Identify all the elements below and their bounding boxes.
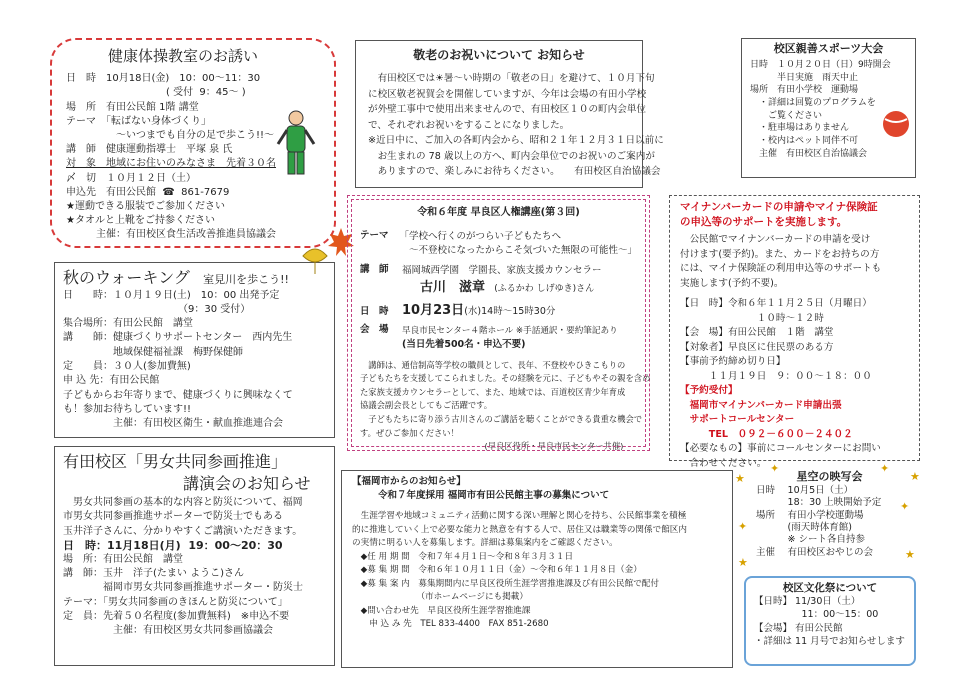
jinken-lecturer	[402, 264, 602, 296]
sports-title: 校区親善スポーツ大会	[773, 42, 884, 55]
gender-line: 玉井洋子さんに、分かりやすくご講演いただきます。	[63, 525, 303, 537]
recruit-line: ◆任 用 期 間 令和７年４月１日～令和８年３月３１日	[352, 551, 574, 562]
jinken-desc-line: (早良区役所・早良市民センター共催)	[360, 441, 624, 452]
walking-line: （9：30 受付）	[63, 303, 251, 315]
walking-line: 申 込 先：有田公民館	[63, 375, 160, 387]
health-title: 健康体操教室のお誘い	[108, 47, 259, 65]
walking-line: 日 時：１０月１９日(土) 10：00 出発予定	[63, 289, 280, 301]
health-exercise-section	[50, 38, 336, 248]
jinken-venue	[402, 324, 618, 353]
mynum-detail: １１月１９日 ９：００～１８：００	[680, 370, 872, 382]
mynum-detail: １０時～１２時	[680, 312, 824, 324]
jinken-lecturer-title: 福岡城西学園 学園長、家族支援カウンセラー	[402, 265, 602, 277]
mynum-note: 【必要なもの】事前にコールセンターにお問い	[680, 443, 881, 454]
recruit-line: ◆問い合わせ先 早良区役所生涯学習推進課	[352, 605, 531, 616]
gender-line: 市男女共同参画推進サポーターで防災士でもある	[63, 511, 283, 523]
gender-line: 講 師：玉井 洋子(たまい ようこ)さん	[63, 568, 244, 580]
jinken-theme-label: テーマ	[360, 229, 389, 241]
sports-line: ・駐車場はありません	[750, 123, 850, 134]
jinken-date-label: 日 時	[360, 306, 389, 318]
jinken-desc-line: た家族支援カウンセラーとして、また、地域では、百道校区青少年育成	[360, 386, 626, 397]
star-icon: ★	[910, 470, 920, 483]
gender-title-line1: 有田校区「男女共同参画推進」	[63, 452, 288, 471]
walking-line: 主催：有田校区衛生・献血推進連合会	[63, 418, 283, 430]
respect-for-aged-section	[355, 40, 664, 188]
jinken-desc-line: 子どもたちを支援してこられました。その経験を元に、子どもやその親を含め	[360, 373, 651, 384]
health-line: 対 象 地域にお住いのみなさま 先着３０名	[66, 158, 276, 170]
recruit-line: （市ホームページにも掲載）	[352, 592, 528, 602]
mynum-detail: 【日 時】令和６年１１月２５日（月曜日）	[680, 298, 872, 309]
mynum-reserve: サポートコールセンター	[680, 414, 795, 425]
recruit-line: ◆募 集 案 内 募集期間内に早良区役所生涯学習推進課及び有田公民館で配付	[352, 578, 659, 589]
walking-line: 子どもからお年寄りまで、健康づくりに興味なくて	[63, 389, 293, 401]
ball-icon	[881, 109, 911, 139]
keiro-line: ※近日中に、ご加入の各町内会から、昭和２１年１２月３１日以前に	[368, 135, 664, 147]
movie-title: 星空の映写会	[796, 470, 863, 483]
health-line: ★運動できる服装でご参加ください	[66, 201, 225, 213]
mynum-intro-line: 付けます(要予約)。また、カードをお持ちの方	[680, 248, 880, 260]
keiro-title: 敬老のお祝いについて お知らせ	[413, 48, 585, 62]
recruit-header: 【福岡市からのお知らせ】	[352, 476, 466, 487]
recruit-line: 生涯学習や地域コミュニティ活動に関する深い理解と関心を持ち、公民館事業を積極	[352, 511, 687, 521]
culture-line: 【日時】 11/30日（土）	[754, 596, 861, 608]
starlight-movie-section	[742, 468, 917, 568]
gender-line: 主催：有田校区男女共同参画協議会	[63, 625, 273, 637]
jinken-venue-label: 会 場	[360, 323, 389, 335]
mynum-intro-line: 公民館でマイナンバーカードの申請を受け	[680, 234, 871, 245]
jinken-desc-line: 協議会副会長としてもご活躍です。	[360, 400, 493, 411]
ginkgo-leaf-icon	[300, 246, 330, 276]
health-line: 日 時 10月18日(金) 10：00～11：30	[66, 73, 261, 85]
movie-line: (雨天時体育館)	[756, 522, 852, 534]
walking-section	[54, 262, 335, 438]
star-icon: ★	[738, 556, 748, 569]
jinken-lecturer-name: 古川 滋章	[420, 279, 486, 295]
gender-line: テーマ：「男女共同参画のきほんと防災について」	[63, 596, 288, 608]
mynum-intro-line: には、マイナ保険証の利用申込等のサポートも	[680, 263, 882, 274]
jinken-theme	[399, 230, 637, 259]
keiro-line: お生まれの 78 歳以上の方へ、町内会単位でのお祝いのご案内が	[368, 150, 655, 162]
health-line: 場 所 有田公民館 1階 講堂	[66, 101, 199, 113]
walking-subtitle: 室見川を歩こう!!	[203, 273, 289, 286]
gender-line: 日 時：11月18日(月) 19：00～20：30	[63, 538, 283, 552]
recruit-line: の実情に明るい人を募集します。詳細は募集案内をご確認ください。	[352, 538, 618, 548]
walking-line: 地域保健福祉課 梅野保健師	[63, 346, 243, 358]
keiro-line: で、それぞれお祝いをすることになりました。	[368, 119, 570, 131]
sports-line: 場所 有田小学校 運動場	[750, 85, 859, 96]
health-line: テーマ 「転ばない身体づくり」	[66, 115, 211, 127]
health-line: ★タオルと上靴をご持参ください	[66, 215, 215, 227]
exercise-person-icon	[276, 110, 316, 180]
mynum-detail: 【事前予約締め切り日】	[680, 356, 786, 367]
keiro-line: が外壁工事中で使用出来ませんので、有田校区１０の町内会単位	[368, 104, 647, 116]
keiro-line: ありますので、楽しみにお待ちください。 有田校区自治協議会	[368, 166, 661, 178]
my-number-card-section	[669, 195, 920, 469]
recruit-line: 申 込 み 先 TEL 833-4400 FAX 851-2680	[352, 619, 549, 629]
recruit-title: 令和７年度採用 福岡市有田公民館主事の募集について	[378, 489, 610, 501]
mynum-note: 合わせください。	[680, 457, 767, 469]
gender-title-line2: 講演会のお知らせ	[183, 473, 311, 493]
health-line: 申込先 有田公民館 ☎ 861-7679	[66, 186, 230, 198]
mynum-detail: 【会 場】有田公民館 １階 講堂	[680, 327, 834, 338]
keiro-line: 有田校区では☀暑～い時期の「敬老の日」を避けて、１０月下旬	[368, 73, 655, 85]
jinken-desc-line: 講師は、通信制高等学校の職員として、長年、不登校やひきこもりの	[360, 359, 626, 370]
jinken-title: 令和６年度 早良区人権講座(第３回)	[417, 207, 580, 218]
jinken-desc	[360, 359, 651, 454]
jinken-theme-line: 「学校へ行くのがつらい子どもたちへ	[399, 230, 561, 242]
star-icon: ★	[905, 548, 915, 561]
movie-line: ※ シート各自持参	[756, 534, 865, 546]
jinken-date-row	[360, 302, 637, 320]
gender-line: 定 員：先着５０名程度(参加費無料) ※申込不要	[63, 610, 290, 622]
mynum-phone: TEL ０９２－６００－２４０２	[680, 428, 853, 440]
jinken-lecturer-label: 講 師	[360, 264, 389, 276]
recruit-line: ◆募 集 期 間 令和６年１０月１１日（金）～令和６年１１月８日（金）	[352, 565, 642, 575]
jinken-venue-row	[360, 324, 637, 353]
star-icon: ✦	[738, 520, 748, 533]
gender-line: 場 所：有田公民館 講堂	[63, 554, 183, 565]
movie-line: 場所 有田小学校運動場	[756, 509, 864, 521]
culture-line: 11：00～15：00	[754, 609, 879, 621]
recruit-line: 的に推進していく上で必要な能力と熱意を有する人で、居住又は職業等の関係で館区内	[352, 524, 687, 535]
sports-meet-section	[741, 38, 916, 178]
jinken-date: 10月23日	[402, 303, 465, 319]
star-icon: ✦	[900, 500, 910, 513]
health-line: 講 師 健康運動指導士 平塚 泉 氏	[66, 144, 233, 156]
gender-line: 福岡市男女共同参画推進サポーター・防災士	[63, 582, 303, 594]
human-rights-lecture-section	[347, 195, 650, 451]
jinken-desc-line: 子どもたちに寄り添う古川さんのご講話を聴くことができる貴重な機会で	[360, 414, 643, 424]
mynum-heading: マイナンバーカードの申請やマイナ保険証	[680, 201, 878, 213]
jinken-desc-line: す。ぜひご参加ください！	[360, 427, 459, 438]
staff-recruitment-section	[341, 470, 733, 668]
health-line: 主催：有田校区食生活改善推進員協議会	[66, 229, 276, 241]
culture-line: ・詳細は 11 月号でお知らせします	[754, 636, 905, 648]
walking-title: 秋のウォーキング	[63, 268, 190, 287]
jinken-lecturer-row	[360, 264, 637, 296]
health-line: 〆 切 １０月１２日（土）	[66, 172, 196, 184]
gender-line: 男女共同参画の基本的な内容と防災について、福岡	[63, 497, 303, 509]
culture-line: 【会場】 有田公民館	[754, 622, 843, 634]
sports-line: 主催 有田校区自治協議会	[750, 148, 868, 159]
star-icon: ✦	[880, 462, 890, 475]
mynum-reserve: 【予約受付】	[680, 385, 738, 396]
sports-line: ご覧ください	[750, 110, 823, 121]
jinken-theme-line: ～不登校になったからこそ気づいた無限の可能性～」	[399, 244, 637, 256]
mynum-intro-line: 実施します(予約不要)。	[680, 277, 784, 289]
jinken-venue-line: 早良市民センター４階ホール ※手話通訳・要約筆記あり	[402, 325, 618, 336]
mynum-heading: の申込等のサポートを実施します。	[680, 215, 848, 228]
health-line: ( 受付 9：45～ )	[66, 87, 246, 99]
gender-equality-section	[54, 446, 335, 666]
mynum-detail: 【対象者】早良区に住民票のある方	[680, 341, 834, 353]
culture-festival-section	[744, 576, 916, 666]
movie-line: 日時 10月5日（土）	[756, 484, 854, 496]
movie-line: 主催 有田校区おやじの会	[756, 546, 874, 558]
mynum-reserve: 福岡市マイナンバーカード申請出張	[680, 399, 842, 411]
movie-line: 18：30 上映開始予定	[756, 497, 882, 509]
star-icon: ★	[735, 472, 745, 485]
keiro-line: に校区敬老祝賀会を開催していますが、今年は会場の有田小学校	[368, 88, 647, 100]
health-line: ～いつまでも自分の足で歩こう!!～	[66, 130, 275, 142]
sports-line: 半日実施 雨天中止	[750, 72, 859, 83]
walking-line: 集合場所：有田公民館 講堂	[63, 318, 193, 330]
sports-line: ・詳細は回覧のプログラムを	[750, 97, 876, 108]
sports-line: 日時 １０月２０日（日）9時開会	[750, 59, 891, 70]
sports-line: ・校内はペット同伴不可	[750, 136, 859, 147]
walking-line: も！参加お待ちしています!!	[63, 403, 192, 415]
jinken-date-rest: (水)14時～15時30分	[464, 306, 556, 318]
walking-line: 講 師：健康づくりサポートセンター 西内先生	[63, 332, 293, 344]
culture-title: 校区文化祭について	[782, 582, 878, 594]
jinken-lecturer-kana: (ふるかわ しげゆき)さん	[494, 283, 595, 294]
walking-line: 定 員：３０人(参加費無)	[63, 361, 191, 373]
jinken-theme-row	[360, 230, 637, 259]
walking-header	[63, 267, 326, 289]
jinken-venue-line: (当日先着500名・申込不要)	[402, 339, 526, 351]
star-icon: ✦	[770, 462, 780, 475]
